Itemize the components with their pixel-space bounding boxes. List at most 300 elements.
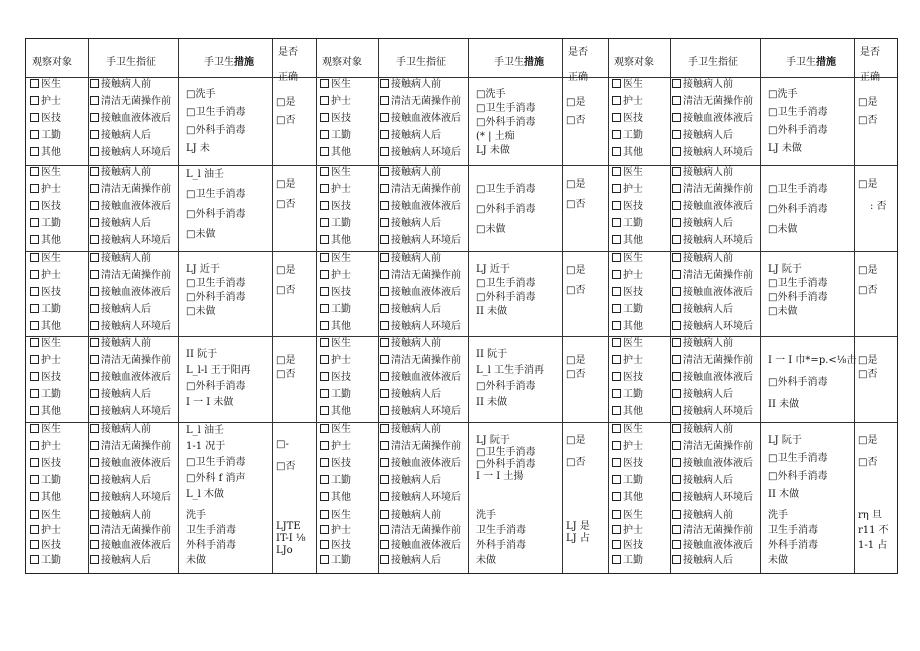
checkbox[interactable] <box>30 321 39 330</box>
indication-option[interactable]: 接触病人环境后 <box>380 235 461 247</box>
indication-option[interactable]: 接触病人前 <box>380 79 441 91</box>
checkbox[interactable] <box>380 424 389 433</box>
role-option[interactable]: 医技 <box>612 458 643 470</box>
checkbox[interactable] <box>672 510 681 519</box>
indication-option[interactable]: 接触病人环境后 <box>90 406 171 418</box>
checkbox[interactable] <box>90 372 99 381</box>
role-option[interactable]: 医技 <box>30 287 61 299</box>
checkbox[interactable] <box>380 510 389 519</box>
checkbox[interactable] <box>90 287 99 296</box>
indication-option[interactable]: 清洁无菌操作前 <box>672 355 753 367</box>
checkbox[interactable] <box>30 113 39 122</box>
checkbox[interactable] <box>90 525 99 534</box>
role-option[interactable]: 其他 <box>30 147 61 159</box>
role-option[interactable]: 工勤 <box>30 304 61 316</box>
indication-option[interactable]: 接触血液体液后 <box>380 113 461 125</box>
checkbox[interactable] <box>30 441 39 450</box>
indication-option[interactable]: 清洁无菌操作前 <box>90 184 171 196</box>
role-option[interactable]: 医生 <box>612 167 643 179</box>
indication-option[interactable]: 接触血液体液后 <box>380 287 461 299</box>
checkbox[interactable] <box>320 355 329 364</box>
indication-option[interactable]: 清洁无菌操作前 <box>380 96 461 108</box>
checkbox[interactable] <box>90 96 99 105</box>
checkbox[interactable] <box>612 201 621 210</box>
role-option[interactable]: 工勤 <box>320 555 351 567</box>
checkbox[interactable] <box>90 304 99 313</box>
indication-option[interactable]: 接触血液体液后 <box>90 201 171 213</box>
checkbox[interactable] <box>612 458 621 467</box>
checkbox[interactable] <box>612 372 621 381</box>
checkbox[interactable] <box>90 147 99 156</box>
role-option[interactable]: 工勤 <box>320 389 351 401</box>
checkbox[interactable] <box>612 338 621 347</box>
indication-option[interactable]: 接触血液体液后 <box>380 458 461 470</box>
checkbox[interactable] <box>672 184 681 193</box>
role-option[interactable]: 护士 <box>30 355 61 367</box>
role-option[interactable]: 医技 <box>30 540 61 552</box>
indication-option[interactable]: 接触血液体液后 <box>672 540 753 552</box>
checkbox[interactable] <box>672 304 681 313</box>
role-option[interactable]: 医生 <box>612 79 643 91</box>
checkbox[interactable] <box>30 130 39 139</box>
checkbox[interactable] <box>380 372 389 381</box>
indication-option[interactable]: 接触病人后 <box>380 555 441 567</box>
checkbox[interactable] <box>380 338 389 347</box>
role-option[interactable]: 工勤 <box>320 304 351 316</box>
indication-option[interactable]: 接触病人后 <box>380 475 441 487</box>
indication-option[interactable]: 接触病人环境后 <box>672 406 753 418</box>
checkbox[interactable] <box>90 389 99 398</box>
checkbox[interactable] <box>90 321 99 330</box>
checkbox[interactable] <box>30 492 39 501</box>
checkbox[interactable] <box>320 321 329 330</box>
indication-option[interactable]: 接触病人前 <box>90 253 151 265</box>
role-option[interactable]: 护士 <box>612 270 643 282</box>
role-option[interactable]: 其他 <box>612 492 643 504</box>
checkbox[interactable] <box>320 525 329 534</box>
checkbox[interactable] <box>380 389 389 398</box>
checkbox[interactable] <box>380 355 389 364</box>
checkbox[interactable] <box>380 96 389 105</box>
role-option[interactable]: 护士 <box>612 355 643 367</box>
indication-option[interactable]: 接触病人环境后 <box>90 321 171 333</box>
checkbox[interactable] <box>672 475 681 484</box>
checkbox[interactable] <box>30 525 39 534</box>
checkbox[interactable] <box>380 79 389 88</box>
role-option[interactable]: 护士 <box>320 184 351 196</box>
checkbox[interactable] <box>320 424 329 433</box>
role-option[interactable]: 医生 <box>320 253 351 265</box>
indication-option[interactable]: 接触病人前 <box>672 253 733 265</box>
checkbox[interactable] <box>320 147 329 156</box>
checkbox[interactable] <box>672 96 681 105</box>
checkbox[interactable] <box>672 525 681 534</box>
checkbox[interactable] <box>612 253 621 262</box>
checkbox[interactable] <box>380 147 389 156</box>
role-option[interactable]: 其他 <box>320 492 351 504</box>
role-option[interactable]: 医生 <box>30 167 61 179</box>
checkbox[interactable] <box>320 79 329 88</box>
checkbox[interactable] <box>672 338 681 347</box>
checkbox[interactable] <box>380 218 389 227</box>
indication-option[interactable]: 接触血液体液后 <box>90 287 171 299</box>
role-option[interactable]: 医生 <box>320 338 351 350</box>
checkbox[interactable] <box>30 235 39 244</box>
checkbox[interactable] <box>612 218 621 227</box>
indication-option[interactable]: 接触血液体液后 <box>672 201 753 213</box>
indication-option[interactable]: 接触病人后 <box>672 130 733 142</box>
role-option[interactable]: 工勤 <box>30 475 61 487</box>
checkbox[interactable] <box>672 270 681 279</box>
indication-option[interactable]: 接触病人前 <box>90 167 151 179</box>
role-option[interactable]: 其他 <box>30 406 61 418</box>
checkbox[interactable] <box>612 475 621 484</box>
checkbox[interactable] <box>90 184 99 193</box>
checkbox[interactable] <box>612 147 621 156</box>
checkbox[interactable] <box>320 253 329 262</box>
checkbox[interactable] <box>90 355 99 364</box>
role-option[interactable]: 医生 <box>30 338 61 350</box>
indication-option[interactable]: 接触血液体液后 <box>380 540 461 552</box>
checkbox[interactable] <box>672 253 681 262</box>
indication-option[interactable]: 清洁无菌操作前 <box>90 96 171 108</box>
checkbox[interactable] <box>30 184 39 193</box>
role-option[interactable]: 护士 <box>320 441 351 453</box>
indication-option[interactable]: 清洁无菌操作前 <box>380 525 461 537</box>
role-option[interactable]: 医生 <box>612 510 643 522</box>
indication-option[interactable]: 接触病人前 <box>672 338 733 350</box>
checkbox[interactable] <box>672 492 681 501</box>
role-option[interactable]: 医生 <box>30 253 61 265</box>
checkbox[interactable] <box>672 130 681 139</box>
role-option[interactable]: 医技 <box>30 201 61 213</box>
role-option[interactable]: 其他 <box>320 406 351 418</box>
role-option[interactable]: 工勤 <box>612 304 643 316</box>
checkbox[interactable] <box>30 372 39 381</box>
checkbox[interactable] <box>612 441 621 450</box>
checkbox[interactable] <box>30 475 39 484</box>
indication-option[interactable]: 接触病人后 <box>380 389 441 401</box>
checkbox[interactable] <box>320 338 329 347</box>
indication-option[interactable]: 接触病人后 <box>672 218 733 230</box>
checkbox[interactable] <box>612 130 621 139</box>
checkbox[interactable] <box>90 130 99 139</box>
checkbox[interactable] <box>30 147 39 156</box>
checkbox[interactable] <box>380 130 389 139</box>
checkbox[interactable] <box>672 355 681 364</box>
checkbox[interactable] <box>320 389 329 398</box>
role-option[interactable]: 工勤 <box>612 218 643 230</box>
role-option[interactable]: 其他 <box>612 147 643 159</box>
role-option[interactable]: 医技 <box>612 540 643 552</box>
checkbox[interactable] <box>320 167 329 176</box>
indication-option[interactable]: 接触病人前 <box>672 167 733 179</box>
checkbox[interactable] <box>612 287 621 296</box>
indication-option[interactable]: 接触病人前 <box>672 79 733 91</box>
role-option[interactable]: 工勤 <box>320 218 351 230</box>
checkbox[interactable] <box>672 201 681 210</box>
checkbox[interactable] <box>380 113 389 122</box>
role-option[interactable]: 护士 <box>30 184 61 196</box>
indication-option[interactable]: 接触血液体液后 <box>90 372 171 384</box>
role-option[interactable]: 医生 <box>612 338 643 350</box>
role-option[interactable]: 医技 <box>320 201 351 213</box>
indication-option[interactable]: 接触病人环境后 <box>90 235 171 247</box>
role-option[interactable]: 其他 <box>320 147 351 159</box>
checkbox[interactable] <box>612 304 621 313</box>
checkbox[interactable] <box>380 492 389 501</box>
role-option[interactable]: 医生 <box>612 253 643 265</box>
checkbox[interactable] <box>30 338 39 347</box>
role-option[interactable]: 工勤 <box>30 555 61 567</box>
checkbox[interactable] <box>30 167 39 176</box>
checkbox[interactable] <box>672 540 681 549</box>
indication-option[interactable]: 接触病人前 <box>380 338 441 350</box>
checkbox[interactable] <box>320 218 329 227</box>
checkbox[interactable] <box>320 372 329 381</box>
indication-option[interactable]: 接触血液体液后 <box>672 372 753 384</box>
checkbox[interactable] <box>30 201 39 210</box>
role-option[interactable]: 医生 <box>320 167 351 179</box>
indication-option[interactable]: 接触病人环境后 <box>90 147 171 159</box>
checkbox[interactable] <box>380 540 389 549</box>
indication-option[interactable]: 接触病人后 <box>672 475 733 487</box>
role-option[interactable]: 护士 <box>30 525 61 537</box>
indication-option[interactable]: 接触病人环境后 <box>672 147 753 159</box>
indication-option[interactable]: 接触病人后 <box>380 130 441 142</box>
indication-option[interactable]: 接触病人后 <box>380 218 441 230</box>
indication-option[interactable]: 接触病人环境后 <box>672 492 753 504</box>
checkbox[interactable] <box>90 113 99 122</box>
checkbox[interactable] <box>320 475 329 484</box>
role-option[interactable]: 医生 <box>320 424 351 436</box>
role-option[interactable]: 医技 <box>320 287 351 299</box>
checkbox[interactable] <box>30 79 39 88</box>
checkbox[interactable] <box>320 130 329 139</box>
checkbox[interactable] <box>90 406 99 415</box>
role-option[interactable]: 护士 <box>320 270 351 282</box>
checkbox[interactable] <box>612 270 621 279</box>
indication-option[interactable]: 接触血液体液后 <box>672 458 753 470</box>
role-option[interactable]: 护士 <box>320 525 351 537</box>
role-option[interactable]: 工勤 <box>612 555 643 567</box>
checkbox[interactable] <box>380 235 389 244</box>
role-option[interactable]: 医技 <box>320 540 351 552</box>
checkbox[interactable] <box>612 235 621 244</box>
checkbox[interactable] <box>90 167 99 176</box>
checkbox[interactable] <box>380 304 389 313</box>
checkbox[interactable] <box>30 389 39 398</box>
checkbox[interactable] <box>612 321 621 330</box>
checkbox[interactable] <box>612 389 621 398</box>
indication-option[interactable]: 接触血液体液后 <box>90 113 171 125</box>
indication-option[interactable]: 清洁无菌操作前 <box>90 355 171 367</box>
checkbox[interactable] <box>320 184 329 193</box>
role-option[interactable]: 医生 <box>30 79 61 91</box>
checkbox[interactable] <box>672 555 681 564</box>
checkbox[interactable] <box>380 406 389 415</box>
indication-option[interactable]: 接触病人环境后 <box>380 492 461 504</box>
checkbox[interactable] <box>30 218 39 227</box>
checkbox[interactable] <box>612 424 621 433</box>
checkbox[interactable] <box>30 458 39 467</box>
checkbox[interactable] <box>90 475 99 484</box>
checkbox[interactable] <box>612 540 621 549</box>
role-option[interactable]: 其他 <box>612 235 643 247</box>
checkbox[interactable] <box>380 525 389 534</box>
checkbox[interactable] <box>612 355 621 364</box>
checkbox[interactable] <box>612 406 621 415</box>
indication-option[interactable]: 接触血液体液后 <box>672 113 753 125</box>
indication-option[interactable]: 接触病人前 <box>380 424 441 436</box>
indication-option[interactable]: 清洁无菌操作前 <box>90 270 171 282</box>
checkbox[interactable] <box>380 270 389 279</box>
checkbox[interactable] <box>672 441 681 450</box>
checkbox[interactable] <box>612 525 621 534</box>
checkbox[interactable] <box>320 113 329 122</box>
checkbox[interactable] <box>612 96 621 105</box>
indication-option[interactable]: 接触血液体液后 <box>90 458 171 470</box>
role-option[interactable]: 医技 <box>612 113 643 125</box>
checkbox[interactable] <box>672 235 681 244</box>
role-option[interactable]: 医技 <box>320 113 351 125</box>
role-option[interactable]: 护士 <box>30 441 61 453</box>
checkbox[interactable] <box>320 441 329 450</box>
checkbox[interactable] <box>320 201 329 210</box>
role-option[interactable]: 其他 <box>612 406 643 418</box>
role-option[interactable]: 其他 <box>320 235 351 247</box>
indication-option[interactable]: 清洁无菌操作前 <box>380 355 461 367</box>
indication-option[interactable]: 接触病人环境后 <box>90 492 171 504</box>
indication-option[interactable]: 接触病人前 <box>90 424 151 436</box>
indication-option[interactable]: 接触病人后 <box>672 389 733 401</box>
indication-option[interactable]: 接触病人后 <box>90 555 151 567</box>
checkbox[interactable] <box>90 424 99 433</box>
indication-option[interactable]: 接触病人环境后 <box>672 321 753 333</box>
checkbox[interactable] <box>30 304 39 313</box>
indication-option[interactable]: 接触病人后 <box>90 304 151 316</box>
checkbox[interactable] <box>380 441 389 450</box>
checkbox[interactable] <box>320 235 329 244</box>
role-option[interactable]: 医生 <box>30 424 61 436</box>
checkbox[interactable] <box>90 201 99 210</box>
checkbox[interactable] <box>30 253 39 262</box>
checkbox[interactable] <box>612 79 621 88</box>
checkbox[interactable] <box>320 458 329 467</box>
indication-option[interactable]: 清洁无菌操作前 <box>672 525 753 537</box>
checkbox[interactable] <box>380 167 389 176</box>
checkbox[interactable] <box>320 510 329 519</box>
indication-option[interactable]: 接触病人前 <box>380 510 441 522</box>
checkbox[interactable] <box>612 167 621 176</box>
checkbox[interactable] <box>672 147 681 156</box>
checkbox[interactable] <box>90 555 99 564</box>
checkbox[interactable] <box>380 253 389 262</box>
checkbox[interactable] <box>30 287 39 296</box>
role-option[interactable]: 医生 <box>320 510 351 522</box>
role-option[interactable]: 工勤 <box>30 389 61 401</box>
role-option[interactable]: 医生 <box>30 510 61 522</box>
checkbox[interactable] <box>380 201 389 210</box>
checkbox[interactable] <box>320 492 329 501</box>
checkbox[interactable] <box>320 270 329 279</box>
indication-option[interactable]: 接触病人环境后 <box>380 147 461 159</box>
role-option[interactable]: 护士 <box>612 96 643 108</box>
checkbox[interactable] <box>90 540 99 549</box>
checkbox[interactable] <box>90 235 99 244</box>
checkbox[interactable] <box>30 540 39 549</box>
checkbox[interactable] <box>612 184 621 193</box>
role-option[interactable]: 护士 <box>320 355 351 367</box>
indication-option[interactable]: 清洁无菌操作前 <box>380 184 461 196</box>
role-option[interactable]: 护士 <box>612 184 643 196</box>
checkbox[interactable] <box>672 218 681 227</box>
indication-option[interactable]: 接触病人后 <box>90 475 151 487</box>
indication-option[interactable]: 接触病人环境后 <box>672 235 753 247</box>
checkbox[interactable] <box>320 555 329 564</box>
checkbox[interactable] <box>612 555 621 564</box>
checkbox[interactable] <box>90 218 99 227</box>
indication-option[interactable]: 接触病人后 <box>672 555 733 567</box>
checkbox[interactable] <box>612 113 621 122</box>
checkbox[interactable] <box>672 113 681 122</box>
checkbox[interactable] <box>320 287 329 296</box>
indication-option[interactable]: 接触病人环境后 <box>380 406 461 418</box>
checkbox[interactable] <box>672 372 681 381</box>
checkbox[interactable] <box>30 510 39 519</box>
role-option[interactable]: 护士 <box>612 525 643 537</box>
checkbox[interactable] <box>30 555 39 564</box>
checkbox[interactable] <box>672 406 681 415</box>
indication-option[interactable]: 接触血液体液后 <box>672 287 753 299</box>
checkbox[interactable] <box>30 96 39 105</box>
role-option[interactable]: 医技 <box>30 458 61 470</box>
role-option[interactable]: 医生 <box>320 79 351 91</box>
indication-option[interactable]: 接触血液体液后 <box>380 201 461 213</box>
role-option[interactable]: 其他 <box>30 321 61 333</box>
checkbox[interactable] <box>90 510 99 519</box>
checkbox[interactable] <box>672 424 681 433</box>
checkbox[interactable] <box>30 424 39 433</box>
checkbox[interactable] <box>90 338 99 347</box>
indication-option[interactable]: 清洁无菌操作前 <box>380 270 461 282</box>
checkbox[interactable] <box>672 389 681 398</box>
checkbox[interactable] <box>320 96 329 105</box>
role-option[interactable]: 工勤 <box>30 218 61 230</box>
checkbox[interactable] <box>90 253 99 262</box>
checkbox[interactable] <box>612 492 621 501</box>
indication-option[interactable]: 接触病人前 <box>380 253 441 265</box>
checkbox[interactable] <box>320 540 329 549</box>
checkbox[interactable] <box>380 184 389 193</box>
role-option[interactable]: 医技 <box>30 372 61 384</box>
indication-option[interactable]: 接触病人前 <box>90 510 151 522</box>
checkbox[interactable] <box>90 492 99 501</box>
indication-option[interactable]: 接触病人前 <box>90 79 151 91</box>
indication-option[interactable]: 接触病人环境后 <box>380 321 461 333</box>
checkbox[interactable] <box>90 79 99 88</box>
indication-option[interactable]: 清洁无菌操作前 <box>90 441 171 453</box>
checkbox[interactable] <box>90 270 99 279</box>
role-option[interactable]: 护士 <box>320 96 351 108</box>
role-option[interactable]: 工勤 <box>320 475 351 487</box>
checkbox[interactable] <box>380 475 389 484</box>
checkbox[interactable] <box>30 355 39 364</box>
checkbox[interactable] <box>380 555 389 564</box>
checkbox[interactable] <box>30 270 39 279</box>
indication-option[interactable]: 接触病人后 <box>90 389 151 401</box>
role-option[interactable]: 护士 <box>612 441 643 453</box>
